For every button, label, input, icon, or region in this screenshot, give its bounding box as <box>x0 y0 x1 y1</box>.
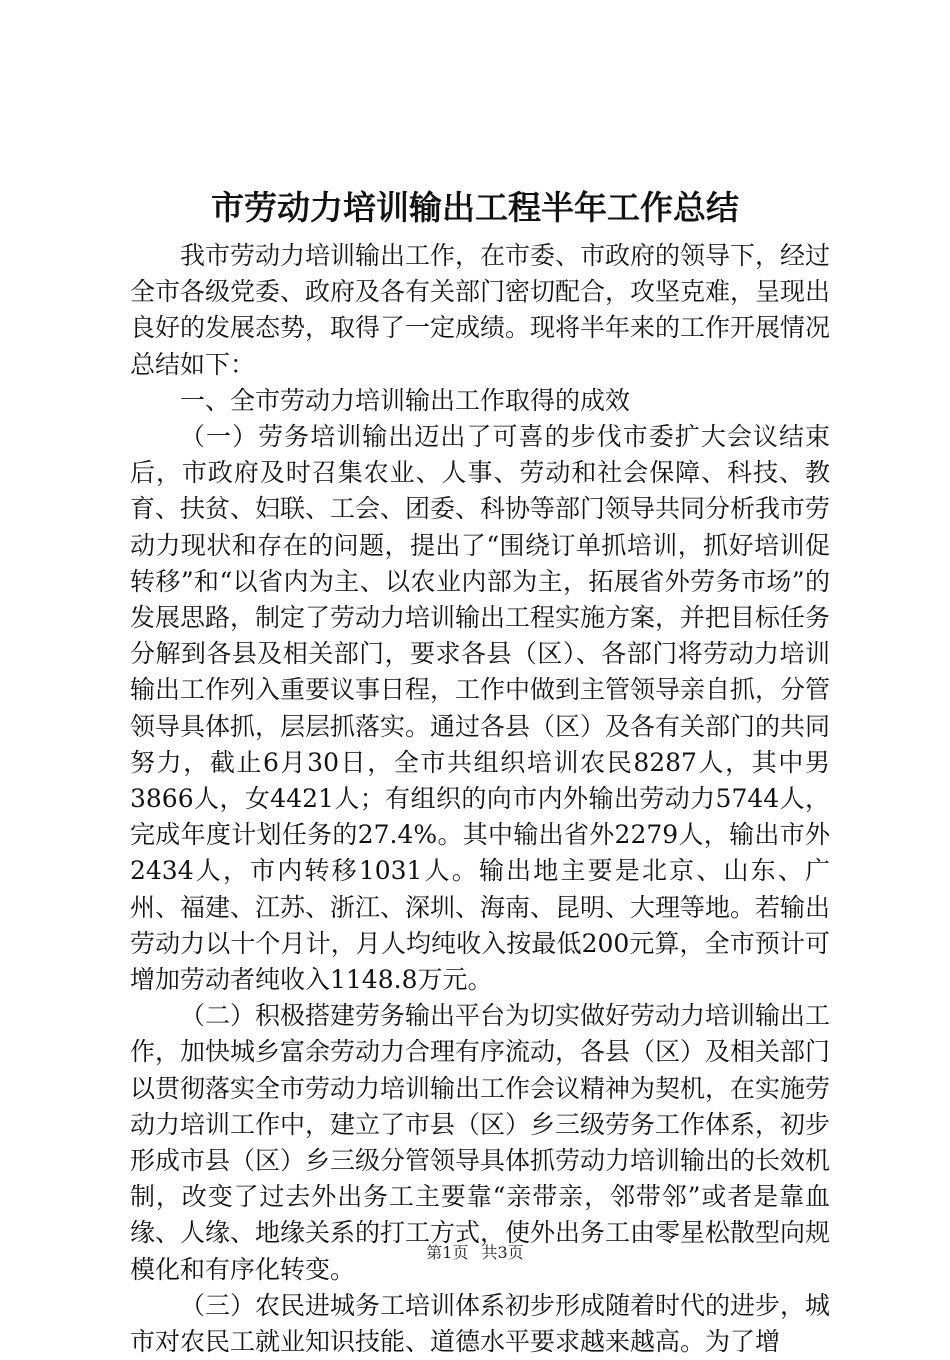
page-number: 第1页 <box>426 1243 469 1262</box>
paragraph-section-1-2: （二）积极搭建劳务输出平台为切实做好劳动力培训输出工作，加快城乡富余劳动力合理有序流动，各县（区）及相关部门以贯彻落实全市劳动力培训输出工作会议精神为契机，在实施劳动力培训工作中，建立了市县（区）乡三级劳务工作体系，初步形成市县（区）乡三级分管领导具体抓劳动力培训输出的长效机制，改变了过去外出务工主要靠“亲带亲，邻带邻”或者是靠血缘、人缘、地缘关系的打工方式，使外出务工由零星松散型向规模化和有序化转变。 <box>130 1001 831 1284</box>
page-footer <box>0 1242 950 1264</box>
document-body <box>130 238 830 1360</box>
document-title: 市劳动力培训输出工程半年工作总结 <box>211 188 739 227</box>
paragraph-section-1-1: （一）劳务培训输出迈出了可喜的步伐市委扩大会议结束后，市政府及时召集农业、人事、劳动和社会保障、科技、教育、扶贫、妇联、工会、团委、科协等部门领导共同分析我市劳动力现状和存在的问题，提出了“围绕订单抓培训，抓好培训促转移”和“以省内为主、以农业内部为主，拓展省外劳务市场”的发展思路，制定了劳动力培训输出工程实施方案，并把目标任务分解到各县及相关部门，要求各县（区）、各部门将劳动力培训输出工作列入重要议事日程，工作中做到主管领导亲自抓，分管领导具体抓，层层抓落实。通过各县（区）及各有关部门的共同努力，截止6月30日，全市共组织培训农民8287人，其中男3866人，女4421人；有组织的向市内外输出劳动力5744人，完成年度计划任务的27.4%。其中输出省外2279人，输出市外2434人，市内转移1031人。输出地主要是北京、山东、广州、福建、江苏、浙江、深圳、海南、昆明、大理等地。若输出劳动力以十个月计，月人均纯收入按最低200元算，全市预计可增加劳动者纯收入1148.8万元。 <box>130 422 831 995</box>
page-total: 共3页 <box>481 1243 524 1262</box>
paragraph-section-1-3: （三）农民进城务工培训体系初步形成随着时代的进步，城市对农民工就业知识技能、道德水平要求越来越高。为了增 <box>130 1290 831 1357</box>
section-heading-1: 一、全市劳动力培训输出工作取得的成效 <box>180 385 631 415</box>
paragraph-intro: 我市劳动力培训输出工作，在市委、市政府的领导下，经过全市各级党委、政府及各有关部门密切配合，攻坚克难，呈现出良好的发展态势，取得了一定成绩。现将半年来的工作开展情况总结如下： <box>130 241 831 379</box>
